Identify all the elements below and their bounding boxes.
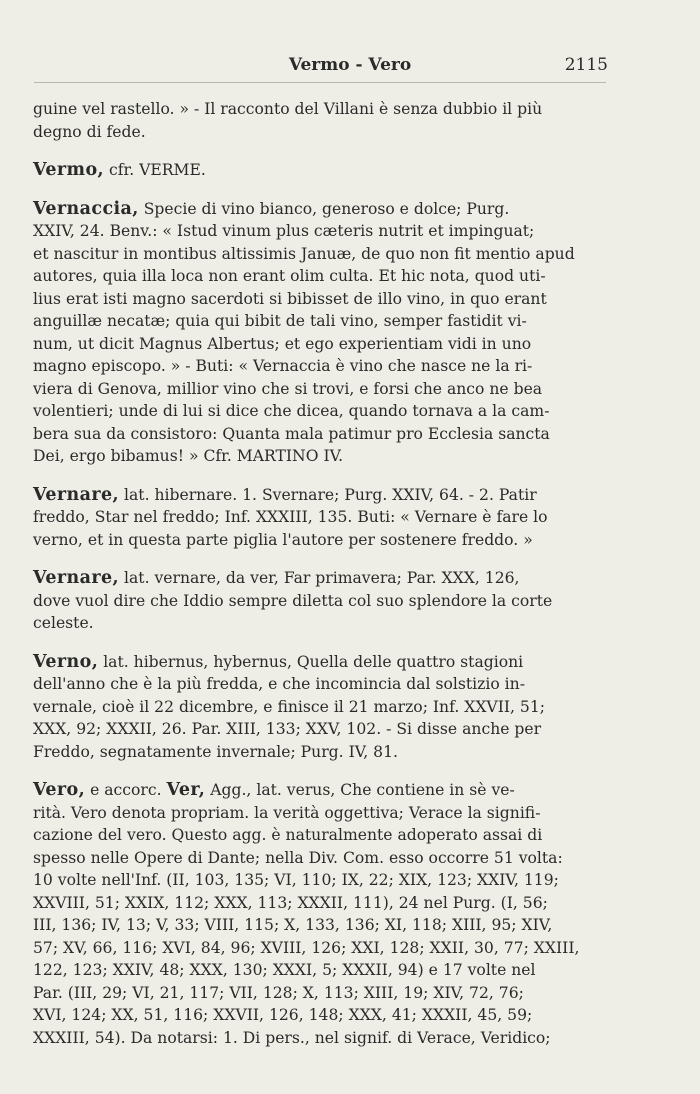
text-line: 10 volte nell'Inf. (II, 103, 135; VI, 110; IX, 22; XIX, 123; XXIV, 119; xyxy=(33,871,559,889)
text-line: viera di Genova, millior vino che si trovi, e forsi che anco ne bea xyxy=(33,379,543,398)
text-line: verno, et in questa parte piglia l'autore per sostenere freddo. » xyxy=(33,530,533,549)
page-number: 2115 xyxy=(564,55,608,75)
text-line: celeste. xyxy=(33,614,94,632)
entry-vernaccia xyxy=(33,198,607,468)
text-line: Agg., lat. verus, Che contiene in sè ve- xyxy=(210,781,515,799)
text-line: magno episcopo. » - Buti: « Vernaccia è vino che nasce ne la ri- xyxy=(33,357,533,375)
text-line: vernale, cioè il 22 dicembre, e finisce il 21 marzo; Inf. XXVII, 51; xyxy=(33,697,546,716)
headword: Vero, xyxy=(33,780,86,800)
text-line: num, ut dicit Magnus Albertus; et ego experientiam vidi in uno xyxy=(33,334,532,353)
text-line: lius erat isti magno sacerdoti si bibisset de illo vino, in quo erant xyxy=(33,289,547,308)
text-line: III, 136; IV, 13; V, 33; VIII, 115; X, 133, 136; XI, 118; XIII, 95; XIV, xyxy=(33,916,553,934)
headword: Vernaccia, xyxy=(33,198,139,219)
text-line: dell'anno che è la più fredda, e che incomincia dal solstizio in- xyxy=(33,675,525,693)
headword: Vernare, xyxy=(33,568,120,588)
entry-vernare-2 xyxy=(33,567,607,635)
text-line: Dei, ergo bibamus! » Cfr. MARTINO IV. xyxy=(33,447,344,465)
text-line: e accorc. xyxy=(90,781,162,799)
text-line: cazione del vero. Questo agg. è naturalmente adoperato assai di xyxy=(33,826,543,844)
text-line: cfr. VERME. xyxy=(108,161,206,179)
text-line: bera sua da consistoro: Quanta mala patimur pro Ecclesia sancta xyxy=(33,424,550,443)
running-head: Vermo - Vero xyxy=(288,55,412,75)
entry-vero xyxy=(33,779,607,1049)
entry-vermo xyxy=(33,159,607,182)
headword: Vermo, xyxy=(33,160,105,180)
text-line: lat. hibernare. 1. Svernare; Purg. XXIV, 64. - 2. Patir xyxy=(124,485,537,504)
text-line: XXVIII, 51; XXIX, 112; XXX, 113; XXXII, 111), 24 nel Purg. (I, 56; xyxy=(33,893,548,912)
text-line: freddo, Star nel freddo; Inf. XXXIII, 135. Buti: « Vernare è fare lo xyxy=(33,508,548,526)
text-line: XXXIII, 54). Da notarsi: 1. Di pers., nel signif. di Verace, Veridico; xyxy=(33,1028,551,1047)
text-line: Freddo, segnatamente invernale; Purg. IV, 81. xyxy=(33,742,398,761)
text-line: degno di fede. xyxy=(33,122,146,141)
text-line: autores, quia illa loca non erant olim culta. Et hic nota, quod uti- xyxy=(33,267,546,285)
text-line: rità. Vero denota propriam. la verità oggettiva; Verace la signifi- xyxy=(33,803,541,822)
dictionary-text xyxy=(33,98,607,1065)
headword-variant: Ver, xyxy=(166,780,206,800)
text-line: XVI, 124; XX, 51, 116; XXVII, 126, 148; XXX, 41; XXXII, 45, 59; xyxy=(33,1006,533,1024)
text-line: lat. hibernus, hybernus, Quella delle quattro stagioni xyxy=(103,652,524,671)
text-line: dove vuol dire che Iddio sempre diletta col suo splendore la corte xyxy=(33,591,553,610)
entry-continuation xyxy=(33,98,607,143)
text-line: Specie di vino bianco, generoso e dolce; Purg. xyxy=(143,199,510,218)
text-line: 57; XV, 66, 116; XVI, 84, 96; XVIII, 126; XXI, 128; XXII, 30, 77; XXIII, xyxy=(33,938,580,957)
text-line: volentieri; unde di lui si dice che dicea, quando tornava a la cam- xyxy=(33,402,550,420)
text-line: guine vel rastello. » - Il racconto del Villani è senza dubbio il più xyxy=(33,100,543,118)
text-line: lat. vernare, da ver, Far primavera; Par. XXX, 126, xyxy=(124,569,520,587)
entry-verno xyxy=(33,651,607,764)
text-line: anguillæ necatæ; quia qui bibit de tali vino, semper fastidit vi- xyxy=(33,312,527,330)
text-line: XXX, 92; XXXII, 26. Par. XIII, 133; XXV, 102. - Si disse anche per xyxy=(33,720,542,738)
text-line: Par. (III, 29; VI, 21, 117; VII, 128; X, 113; XIII, 19; XIV, 72, 76; xyxy=(33,983,524,1002)
headword: Verno, xyxy=(33,651,99,672)
text-line: et nascitur in montibus altissimis Januæ, de quo non fit mentio apud xyxy=(33,244,575,263)
text-line: spesso nelle Opere di Dante; nella Div. Com. esso occorre 51 volta: xyxy=(33,848,563,867)
text-line: 122, 123; XXIV, 48; XXX, 130; XXXI, 5; XXXII, 94) e 17 volte nel xyxy=(33,961,536,979)
headword: Vernare, xyxy=(33,484,120,505)
entry-vernare-1 xyxy=(33,484,607,552)
text-line: XXIV, 24. Benv.: « Istud vinum plus cæteris nutrit et impinguat; xyxy=(33,222,535,240)
header-divider xyxy=(34,82,606,83)
